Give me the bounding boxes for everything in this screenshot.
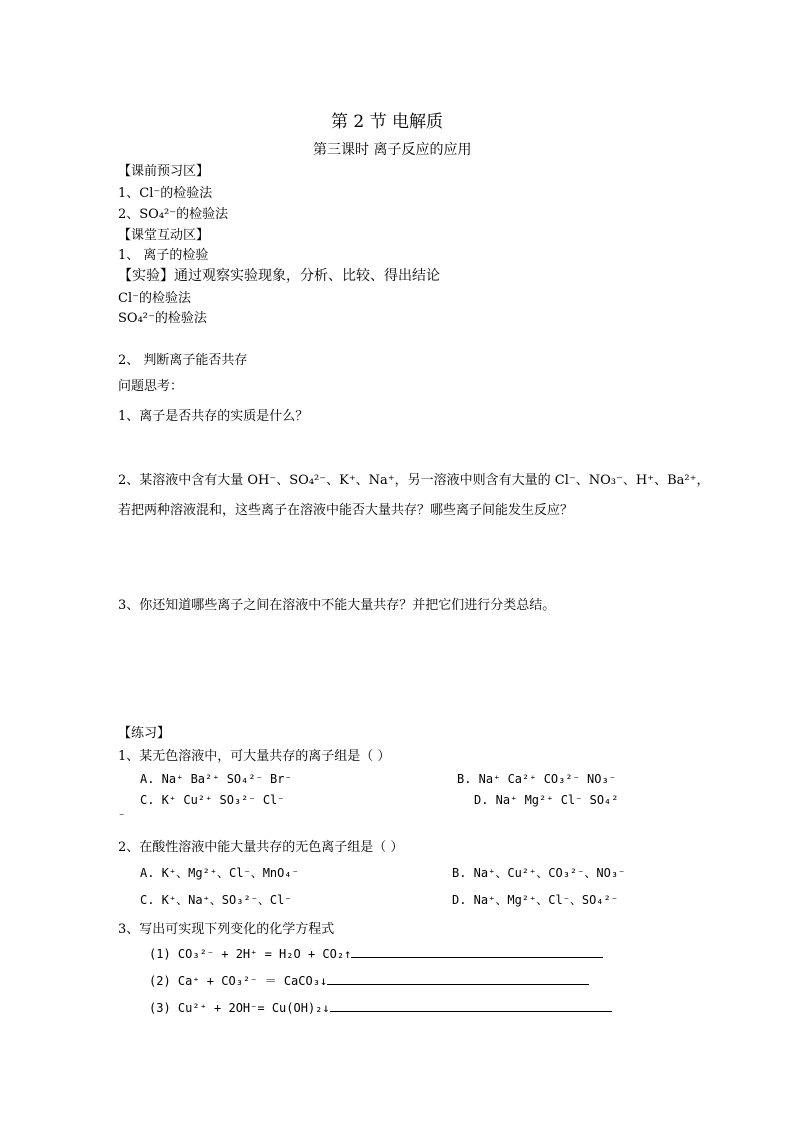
practice-2-option-d: D. Na⁺、Mg²⁺、Cl⁻、SO₄²⁻ — [452, 893, 619, 907]
experiment-line: 【实验】通过观察实验现象，分析、比较、得出结论 — [118, 268, 440, 284]
practice-2-option-b: B. Na⁺、Cu²⁺、CO₃²⁻、NO₃⁻ — [452, 866, 626, 880]
equation-1-answer-line[interactable] — [351, 945, 603, 958]
equation-2 — [149, 972, 589, 989]
question-3: 3、你还知道哪些离子之间在溶液中不能大量共存？并把它们进行分类总结。 — [118, 598, 556, 613]
practice-heading: 【练习】 — [118, 726, 171, 741]
practice-1: 1、某无色溶液中，可大量共存的离子组是（ ） — [118, 749, 391, 764]
equation-1 — [149, 945, 603, 961]
think-label: 问题思考： — [118, 379, 184, 394]
equation-1-text: (1) CO₃²⁻ + 2H⁺ = H₂O + CO₂↑ — [149, 947, 352, 961]
practice-1-option-b: B. Na⁺ Ca²⁺ CO₃²⁻ NO₃⁻ — [457, 772, 616, 786]
practice-1-option-d-wrap: ⁻ — [118, 809, 126, 823]
question-2-line-2: 若把两种溶液混和，这些离子在溶液中能否大量共存？哪些离子间能发生反应？ — [118, 503, 574, 518]
practice-1-option-a: A. Na⁺ Ba²⁺ SO₄²⁻ Br⁻ — [140, 772, 292, 786]
practice-2: 2、在酸性溶液中能大量共存的无色离子组是（ ） — [118, 840, 404, 855]
practice-2-option-c: C. K⁺、Na⁺、SO₃²⁻、Cl⁻ — [140, 893, 292, 907]
page-subtitle: 第三课时 离子反应的应用 — [313, 142, 472, 158]
preview-item-cl: 1、Cl⁻的检验法 — [118, 186, 213, 201]
equation-3 — [149, 999, 612, 1015]
cl-test-label: Cl⁻的检验法 — [118, 291, 191, 306]
equation-2-text: (2) Ca⁺ + CO₃²⁻ ＝ CaCO₃↓ — [149, 974, 328, 988]
equation-2-answer-line[interactable] — [327, 972, 589, 985]
section-coexist: 2、 判断离子能否共存 — [118, 353, 248, 368]
preview-heading: 【课前预习区】 — [118, 164, 210, 179]
practice-1-option-d: D. Na⁺ Mg²⁺ Cl⁻ SO₄² — [474, 793, 619, 807]
equation-3-answer-line[interactable] — [330, 999, 612, 1012]
question-1: 1、离子是否共存的实质是什么？ — [118, 409, 309, 424]
question-2-line-1: 2、某溶液中含有大量 OH⁻、SO₄²⁻、K⁺、Na⁺，另一溶液中则含有大量的 Cl⁻、NO₃⁻、H⁺、Ba²⁺， — [118, 473, 710, 488]
equation-3-text: (3) Cu²⁺ + 2OH⁻= Cu(OH)₂↓ — [149, 1001, 330, 1015]
section-ion-test: 1、 离子的检验 — [118, 248, 209, 263]
page-title: 第 2 节 电解质 — [331, 112, 444, 132]
so4-test-label: SO₄²⁻的检验法 — [118, 311, 207, 326]
interactive-heading: 【课堂互动区】 — [118, 228, 210, 243]
practice-3: 3、写出可实现下列变化的化学方程式 — [118, 922, 335, 937]
practice-2-option-a: A. K⁺、Mg²⁺、Cl⁻、MnO₄⁻ — [140, 866, 299, 880]
preview-item-so4: 2、SO₄²⁻的检验法 — [118, 207, 229, 222]
practice-1-option-c: C. K⁺ Cu²⁺ SO₃²⁻ Cl⁻ — [140, 793, 285, 807]
